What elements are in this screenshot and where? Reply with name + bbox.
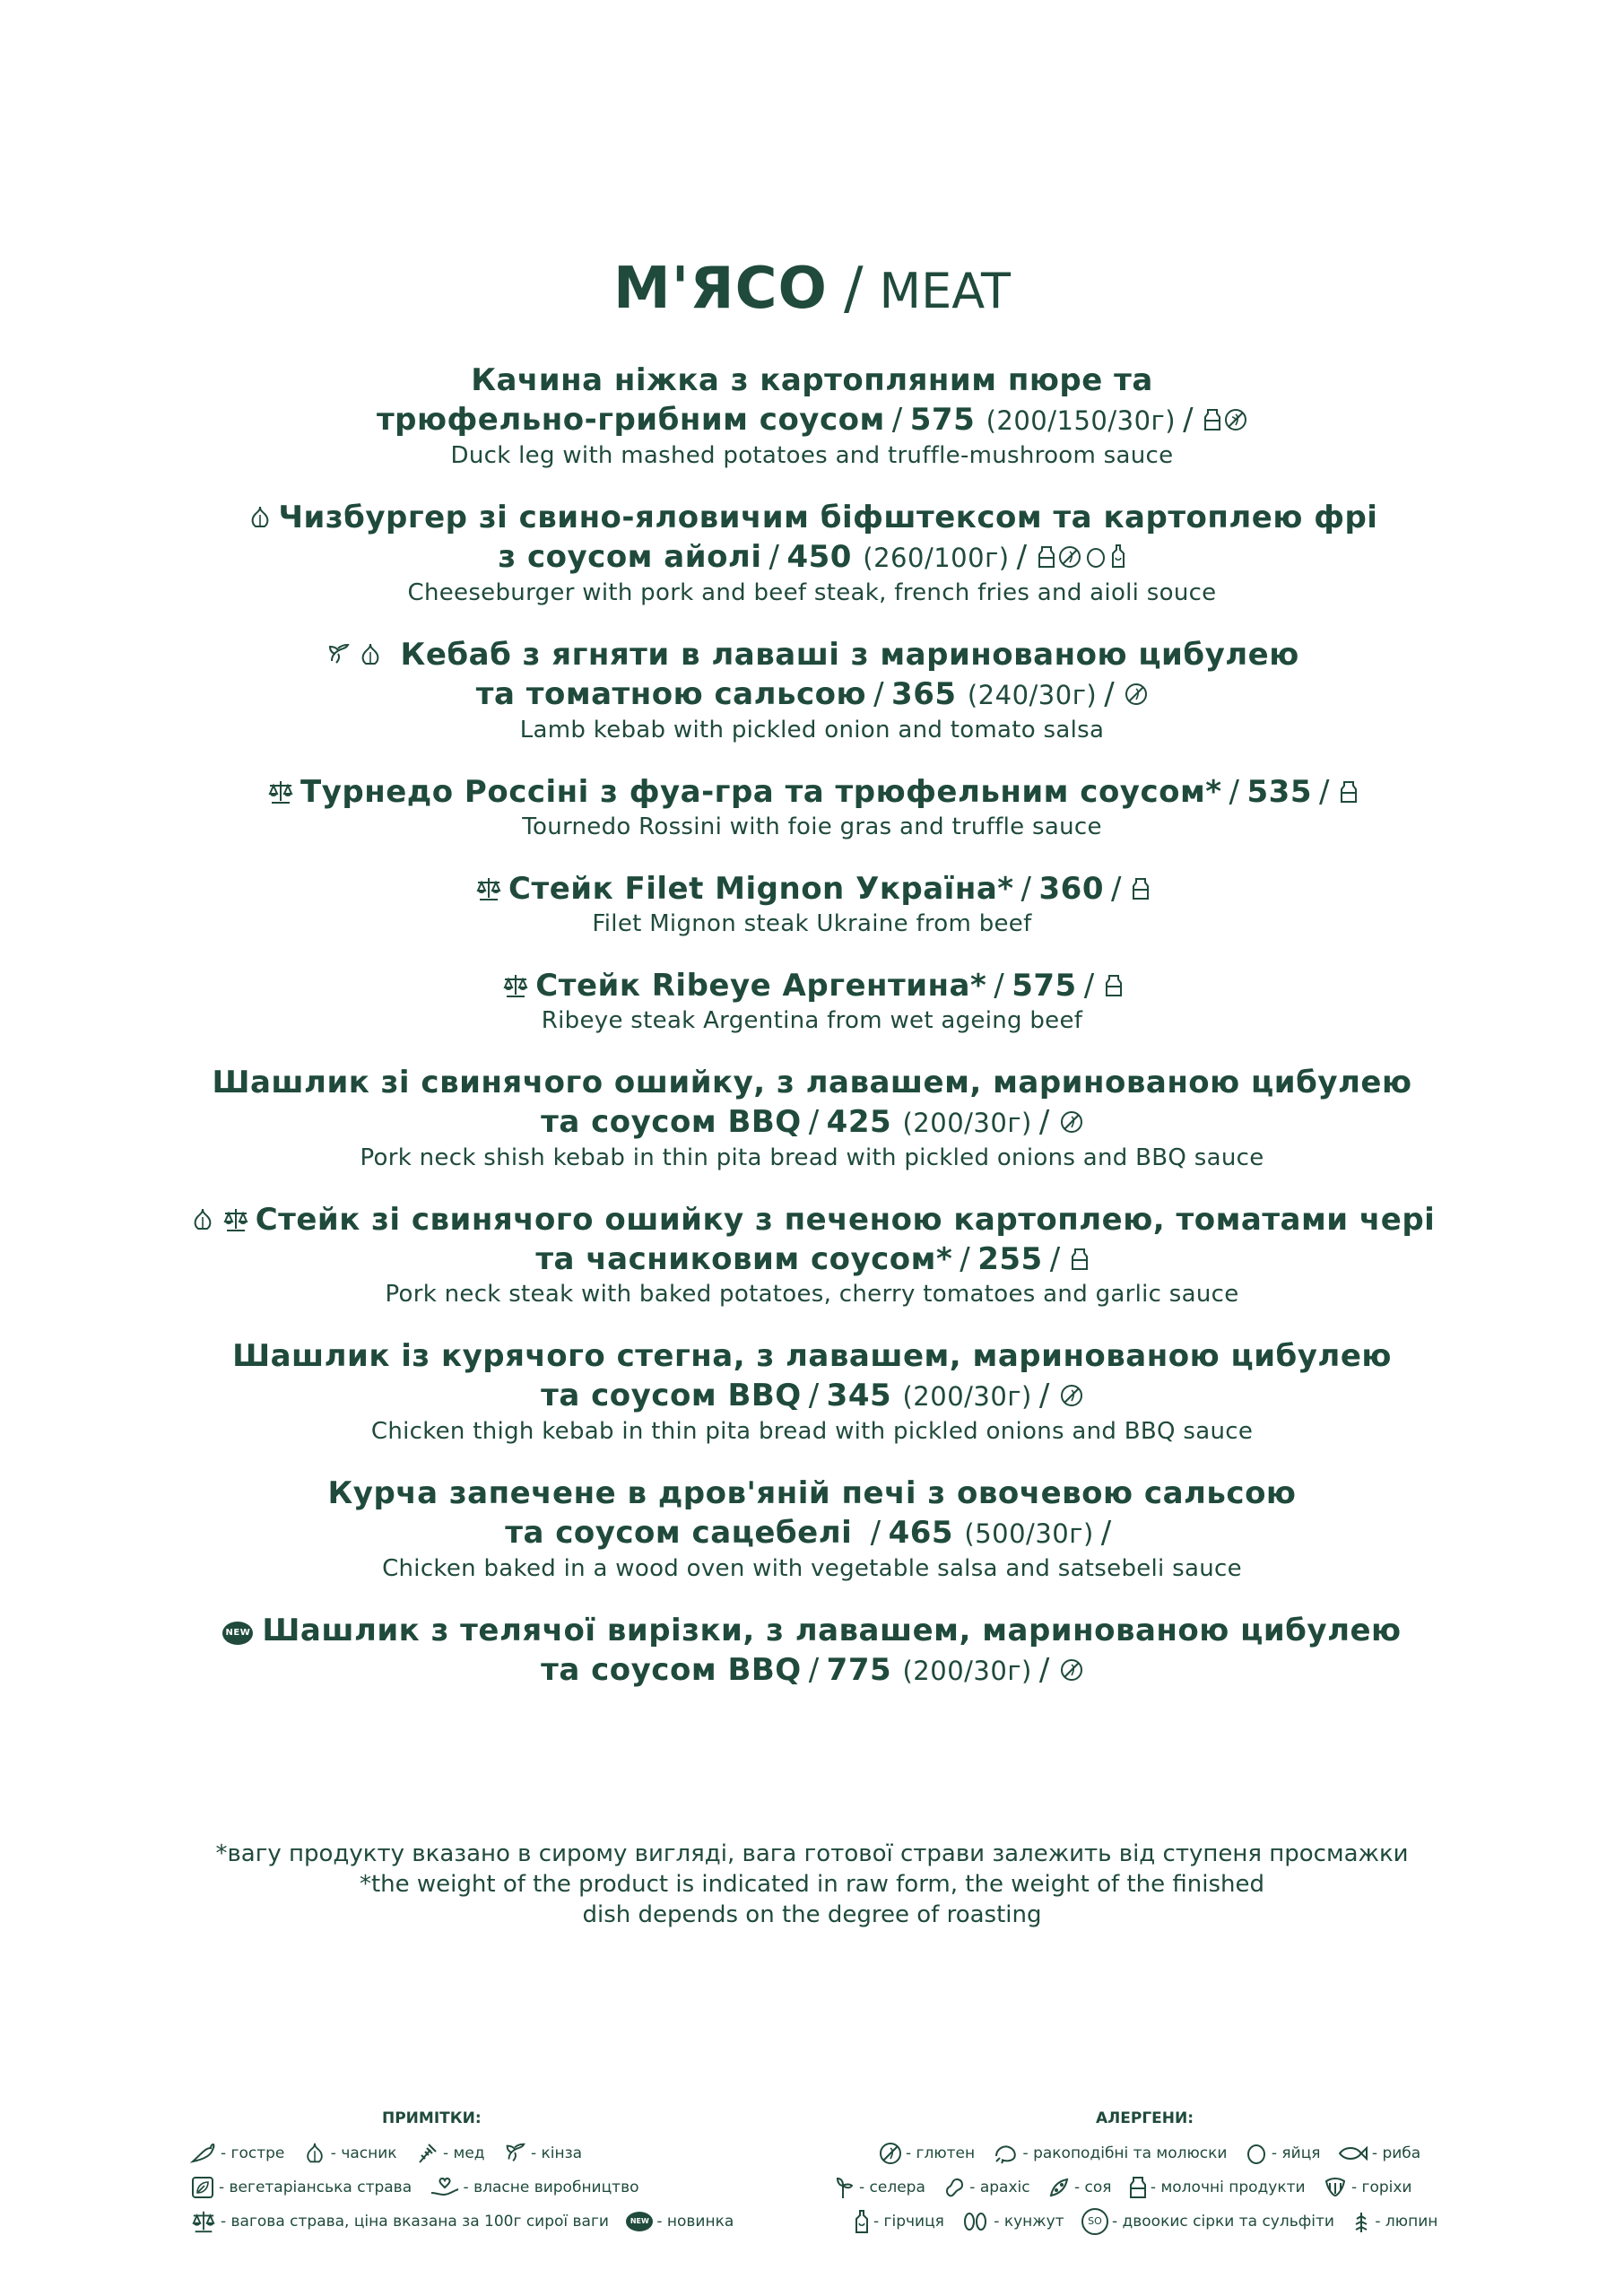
item-price: 575 [1012, 968, 1077, 1004]
item-description-en: Lamb kebab with pickled onion and tomato salsa [519, 717, 1105, 744]
menu-item: Стейк Filet Mignon Україна* / 360 / Filet Mignon steak Ukraine from beef [0, 869, 1624, 939]
new-badge-icon: NEW [626, 2212, 653, 2231]
title-ua: М'ЯСО [613, 256, 828, 322]
cilantro-icon [325, 641, 352, 668]
allergens-legend [834, 2136, 1450, 2239]
item-weight: (500/30г) [964, 1518, 1094, 1549]
shellfish-icon [993, 2142, 1020, 2165]
soy-icon [1047, 2176, 1071, 2199]
dairy-icon [1340, 780, 1358, 804]
legend-soy: - соя [1074, 2179, 1112, 2196]
item-name-line1: Шашлик із курячого стегна, з лавашем, маринованою цибулею [232, 1338, 1392, 1374]
item-name: Стейк Ribeye Аргентина* [535, 968, 987, 1004]
legend-sesame: - кунжут [994, 2213, 1064, 2231]
legend-celery: - селера [859, 2179, 925, 2196]
item-weight: (200/30г) [902, 1108, 1032, 1138]
item-name-line2: та соусом сацебелі [505, 1515, 864, 1551]
gluten-icon [1224, 408, 1247, 431]
legend-gluten: - глютен [906, 2144, 976, 2162]
legend-vegetarian: - вегетаріанська страва [219, 2179, 413, 2196]
scales-icon [501, 972, 530, 999]
menu-item: Турнедо Россіні з фуа-гра та трюфельним соусом* / 535 / Tournedo Rossini with foie gras and truffle sauce [0, 772, 1624, 842]
dairy-icon [1132, 877, 1150, 900]
item-description-en: Pork neck steak with baked potatoes, cherry tomatoes and garlic sauce [385, 1281, 1239, 1308]
dairy-icon [1105, 974, 1123, 997]
leaf-box-icon [190, 2175, 215, 2200]
scales-icon [190, 2209, 217, 2234]
allergens-heading: АЛЕРГЕНИ: [1096, 2109, 1194, 2127]
celery-icon [834, 2175, 855, 2200]
nuts-icon [1323, 2176, 1348, 2199]
item-description-en: Chicken baked in a wood oven with vegetable salsa and satsebeli sauce [382, 1555, 1242, 1582]
item-name-line1: Стейк зі свинячого ошийку з печеною картоплею, томатами чері [255, 1202, 1436, 1238]
item-description-en: Ribeye steak Argentina from wet ageing beef [541, 1007, 1083, 1034]
footnote-en-line1: *the weight of the product is indicated in raw form, the weight of the finished [359, 1871, 1265, 1898]
dairy-icon [1071, 1248, 1089, 1271]
lupin-icon [1351, 2209, 1371, 2234]
eggs-icon [1084, 545, 1107, 569]
scales-icon [474, 875, 503, 902]
gluten-icon [1058, 545, 1081, 569]
item-name-line2: та соусом BBQ [541, 1378, 802, 1413]
item-name-line1: Кебаб з ягняти в лаваші з маринованою цибулею [400, 637, 1299, 673]
garlic-icon [357, 641, 384, 668]
sulfites-icon: SO [1081, 2208, 1108, 2235]
gluten-icon [1125, 683, 1148, 706]
title-en: MEAT [879, 263, 1011, 319]
eggs-icon [1245, 2142, 1268, 2165]
footnote-en-line2: dish depends on the degree of roasting [582, 1901, 1042, 1928]
title-separator: / [843, 256, 864, 322]
gluten-icon [879, 2142, 902, 2165]
menu-item: Стейк Ribeye Аргентина* / 575 / Ribeye steak Argentina from wet ageing beef [0, 966, 1624, 1036]
menu-item: Шашлик зі свинячого ошийку, з лавашем, маринованою цибулею та соусом BBQ / 425 (200/30г) / Pork neck shish kebab in thin pita bread with pickled onions and BBQ sauce [0, 1063, 1624, 1173]
mustard-icon [854, 2209, 870, 2234]
item-price: 775 [826, 1652, 892, 1688]
dairy-icon [1203, 408, 1221, 431]
notes-legend [190, 2136, 746, 2239]
legend-shellfish: - ракоподібні та молюски [1022, 2144, 1228, 2162]
item-name-line2: та часниковим соусом* [535, 1241, 953, 1277]
item-price: 450 [786, 539, 852, 575]
dairy-icon [1129, 2176, 1147, 2199]
gluten-icon [1060, 1384, 1083, 1407]
menu-item: NEW Шашлик з телячої вирізки, з лавашем, маринованою цибулею та соусом BBQ / 775 (200/30г) / [0, 1611, 1624, 1691]
legend-mustard: - гірчиця [873, 2213, 944, 2231]
menu-item: Курча запечене в дров'яній печі з овочевою сальсою та соусом сацебелі / 465 (500/30г) / Chicken baked in a wood oven with vegetable salsa and satsebeli sauce [0, 1474, 1624, 1584]
item-price: 360 [1038, 871, 1104, 907]
legend-cilantro: - кінза [530, 2144, 583, 2162]
legend-own-production: - власне виробництво [463, 2179, 639, 2196]
separator: / [891, 402, 903, 438]
legend-honey: - мед [442, 2144, 485, 2162]
item-description-en: Cheeseburger with pork and beef steak, french fries and aioli souce [407, 579, 1217, 606]
peanut-icon [942, 2176, 966, 2199]
garlic-icon [302, 2141, 327, 2166]
menu-item: Стейк зі свинячого ошийку з печеною картоплею, томатами чері та часниковим соусом* / 255 / Pork neck steak with baked potatoes, cherry tomatoes and garlic sauce [0, 1200, 1624, 1309]
item-price: 425 [826, 1104, 892, 1140]
item-description-en: Filet Mignon steak Ukraine from beef [592, 910, 1032, 937]
cilantro-icon [502, 2141, 527, 2166]
chili-icon [190, 2142, 217, 2165]
legend-fish: - риба [1371, 2144, 1421, 2162]
item-name-line1: Шашлик з телячої вирізки, з лавашем, маринованою цибулею [262, 1613, 1402, 1648]
garlic-icon [189, 1206, 216, 1233]
item-name-line1: Курча запечене в дров'яній печі з овочевою сальсою [327, 1475, 1297, 1511]
item-description-en: Pork neck shish kebab in thin pita bread with pickled onions and BBQ sauce [360, 1144, 1264, 1171]
notes-heading: ПРИМІТКИ: [382, 2109, 482, 2127]
new-badge: NEW [222, 1622, 253, 1645]
footnote-ua: *вагу продукту вказано в сирому вигляді, вага готової страви залежить від ступеня просмажки [215, 1840, 1409, 1867]
scales-icon [266, 778, 295, 805]
legend-peanut: - арахіс [969, 2179, 1030, 2196]
menu-list [0, 361, 1624, 1718]
menu-item: Шашлик із курячого стегна, з лавашем, маринованою цибулею та соусом BBQ / 345 (200/30г) / Chicken thigh kebab in thin pita bread with pickled onions and BBQ sauce [0, 1336, 1624, 1447]
sesame-icon [961, 2211, 990, 2232]
item-price: 345 [826, 1378, 892, 1413]
page-title [0, 253, 1624, 327]
item-name-line2: з соусом айолі [498, 539, 762, 575]
menu-item: Чизбургер зі свино-яловичим біфштексом та картоплею фрі з соусом айолі / 450 (260/100г) / Cheeseburger with pork and beef steak, french fries and aioli souce [0, 498, 1624, 608]
item-description-en: Tournedo Rossini with foie gras and truffle sauce [522, 813, 1102, 840]
legend-spicy: - гостре [221, 2144, 285, 2162]
legend-dairy: - молочні продукти [1150, 2179, 1306, 2196]
item-name: Турнедо Россіні з фуа-гра та трюфельним соусом* [300, 774, 1222, 810]
item-name-line2: та соусом BBQ [541, 1104, 802, 1140]
item-weight: (260/100г) [863, 543, 1010, 573]
gluten-icon [1060, 1658, 1083, 1682]
item-description-en: Chicken thigh kebab in thin pita bread with pickled onions and BBQ sauce [370, 1418, 1254, 1445]
item-name: Стейк Filet Mignon Україна* [508, 871, 1014, 907]
weight-footnote [0, 1839, 1624, 1930]
legend-garlic: - часник [330, 2144, 397, 2162]
fish-icon [1338, 2144, 1368, 2163]
item-price: 575 [909, 402, 976, 438]
honey-icon [414, 2141, 439, 2166]
legend-new: - новинка [656, 2213, 734, 2231]
item-name-line1: Качина ніжка з картопляним пюре та [471, 362, 1153, 398]
legend-lupin: - люпин [1375, 2213, 1438, 2231]
item-name-line1: Чизбургер зі свино-яловичим біфштексом та картоплею фрі [278, 500, 1378, 535]
gluten-icon [1060, 1110, 1083, 1134]
item-name-line1: Шашлик зі свинячого ошийку, з лавашем, маринованою цибулею [212, 1065, 1412, 1100]
item-name-line2: та соусом BBQ [541, 1652, 802, 1688]
heart-hand-icon [430, 2175, 460, 2200]
legend-nuts: - горіхи [1350, 2179, 1412, 2196]
item-name-line2: та томатною сальсою [475, 676, 867, 712]
legend-sulfites: - двоокис сірки та сульфіти [1111, 2213, 1334, 2231]
menu-item: Качина ніжка з картопляним пюре та трюфельно-грибним соусом / 575 (200/150/30г) / Duck leg with mashed potatoes and truffle-mushroom sauce [0, 361, 1624, 471]
garlic-icon [247, 504, 274, 531]
item-weight: (200/30г) [902, 1656, 1032, 1686]
item-description-en: Duck leg with mashed potatoes and truffle-mushroom sauce [450, 442, 1174, 469]
legend-weighed: - вагова страва, ціна вказана за 100г сирої ваги [221, 2213, 609, 2231]
item-weight: (200/150/30г) [986, 405, 1177, 436]
item-price: 535 [1246, 774, 1312, 810]
item-price: 465 [888, 1515, 954, 1551]
mustard-icon [1110, 544, 1126, 569]
item-weight: (200/30г) [902, 1381, 1032, 1412]
menu-item: Кебаб з ягняти в лаваші з маринованою цибулею та томатною сальсою / 365 (240/30г) / Lamb kebab with pickled onion and tomato salsa [0, 635, 1624, 745]
item-name-line2: трюфельно-грибним соусом [376, 402, 885, 438]
scales-icon [221, 1206, 250, 1233]
item-weight: (240/30г) [967, 680, 1098, 710]
legend-eggs: - яйця [1271, 2144, 1321, 2162]
dairy-icon [1038, 545, 1055, 569]
item-price: 365 [891, 676, 957, 712]
item-price: 255 [977, 1241, 1043, 1277]
